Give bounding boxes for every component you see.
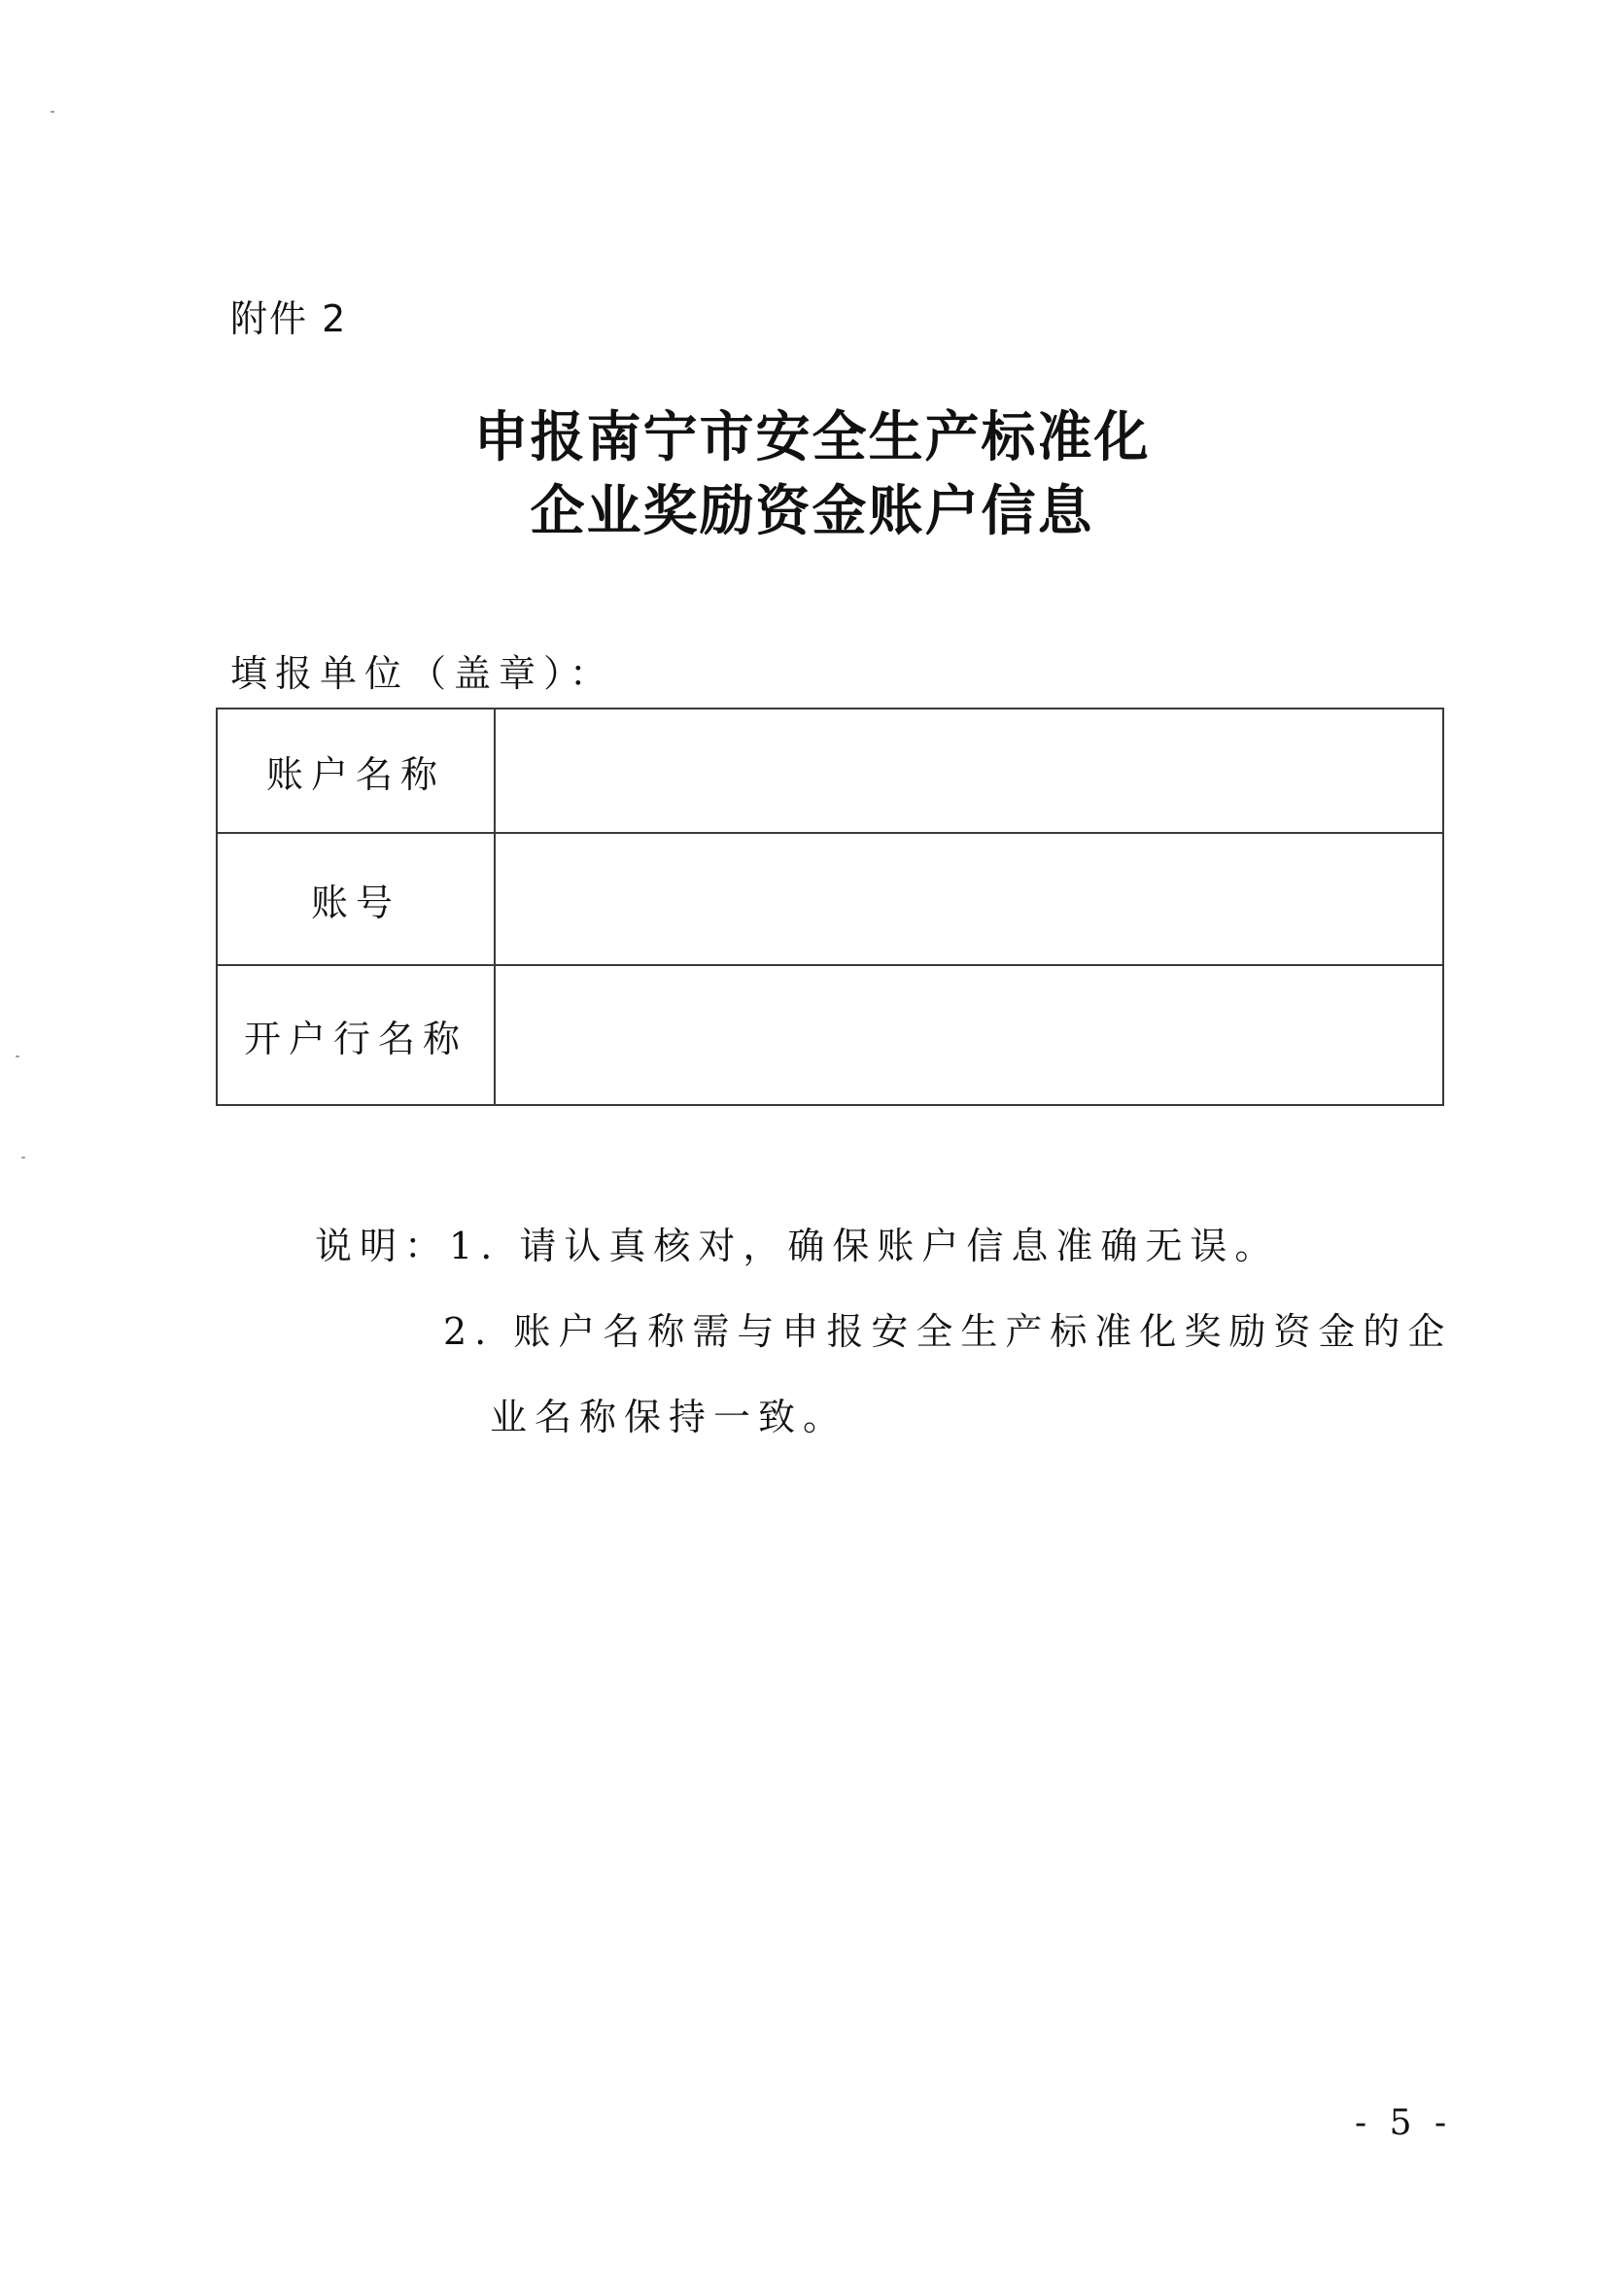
bank-name-label: 开户行名称 [217,965,495,1105]
table-row [217,833,1443,965]
note-item-2-line-1: 2. 账户名称需与申报安全生产标准化奖励资金的企 [443,1310,1453,1353]
account-name-label: 账户名称 [217,709,495,833]
document-title [0,400,1624,548]
account-number-field[interactable] [495,833,1443,965]
scan-speck [51,111,54,113]
notes-section [315,1203,1452,1460]
scan-speck [16,1055,19,1057]
note-item-1 [315,1203,1452,1289]
account-name-field[interactable] [495,709,1443,833]
account-info-table [216,708,1444,1106]
scan-speck [21,1157,25,1159]
table-row [217,709,1443,833]
reporting-unit-label: 填报单位（盖章）： [230,652,615,695]
notes-prefix: 说明： [315,1225,450,1267]
note-item-2-line-2: 业名称保持一致。 [490,1396,848,1438]
title-line-1: 申报南宁市安全生产标准化 [473,405,1151,469]
account-number-label: 账号 [217,833,495,965]
bank-name-field[interactable] [495,965,1443,1105]
note-item-1-text: 1. 请认真核对，确保账户信息准确无误。 [449,1225,1280,1267]
page-number: - 5 - [1355,2103,1453,2143]
attachment-label: 附件 2 [230,297,348,340]
title-line-2: 企业奖励资金账户信息 [530,479,1094,543]
table-row [217,965,1443,1105]
